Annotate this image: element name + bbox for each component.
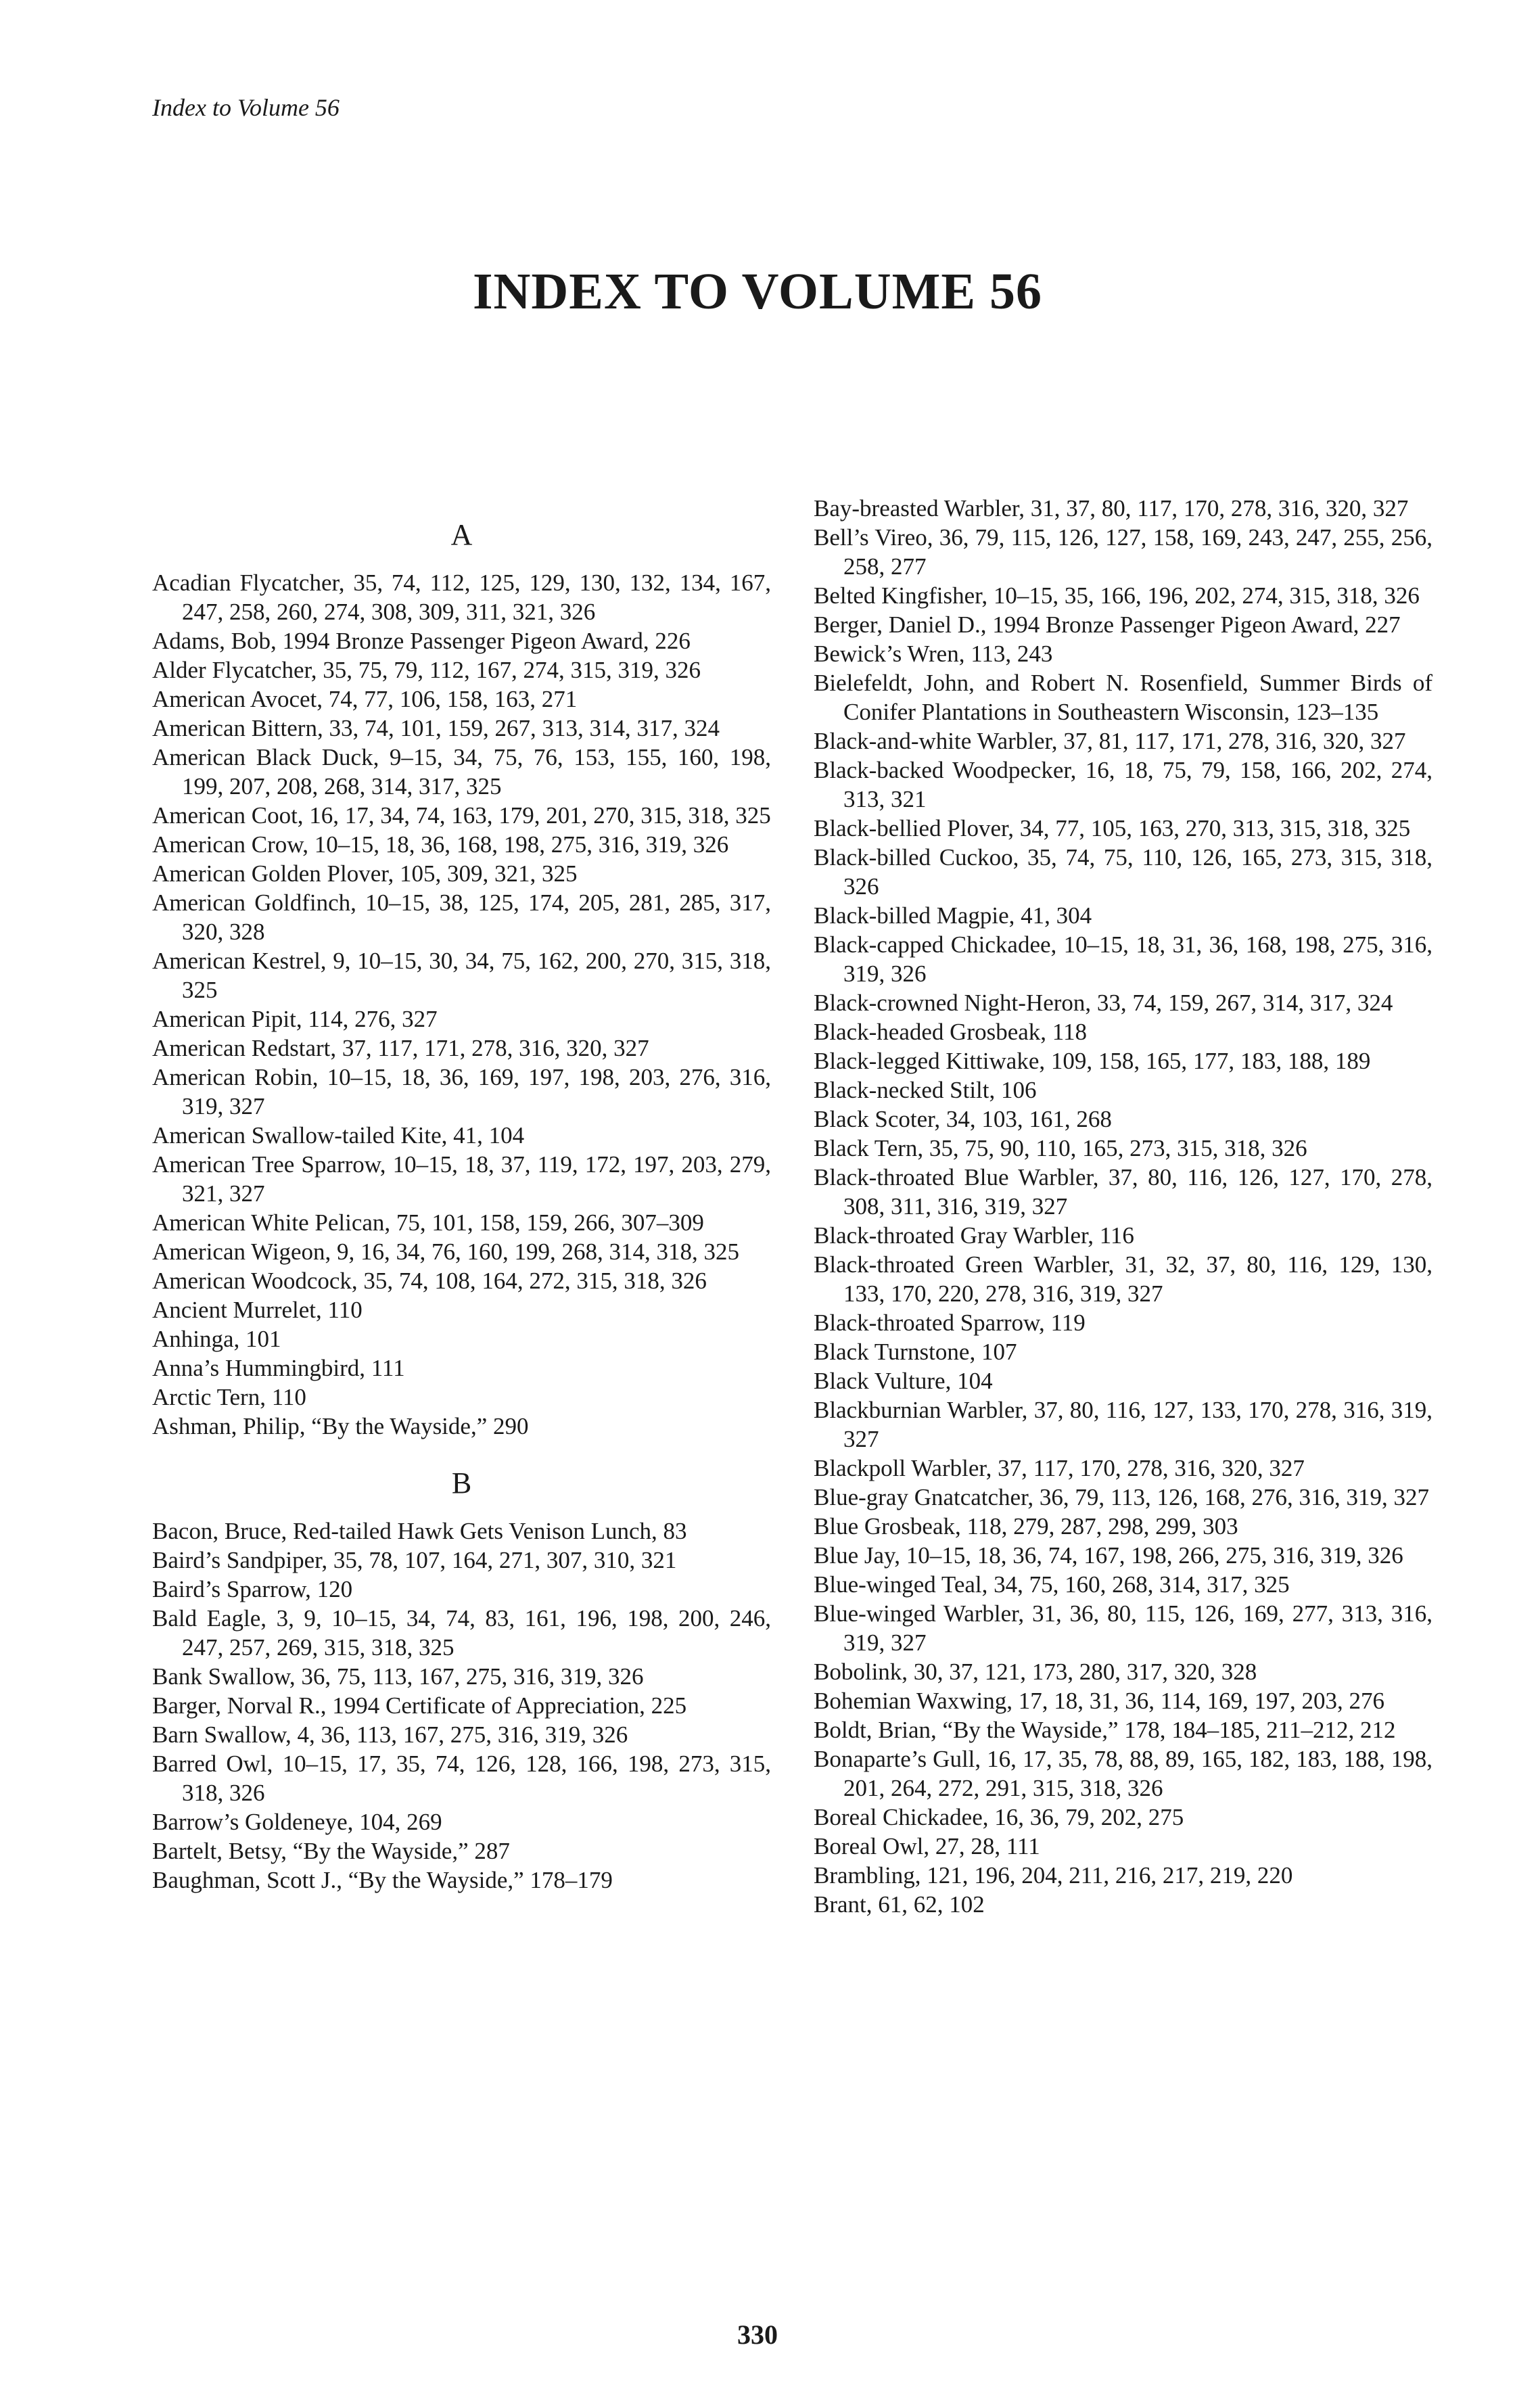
index-entry: Blue-winged Teal, 34, 75, 160, 268, 314, 317, 325 <box>814 1571 1290 1598</box>
index-entry: Baird’s Sandpiper, 35, 78, 107, 164, 271, 307, 310, 321 <box>152 1547 677 1573</box>
index-entry: Arctic Tern, 110 <box>152 1384 306 1410</box>
index-entry: Black-throated Sparrow, 119 <box>814 1310 1086 1336</box>
index-entry: Anhinga, 101 <box>152 1326 281 1352</box>
index-entry: Alder Flycatcher, 35, 75, 79, 112, 167, 274, 315, 319, 326 <box>152 657 701 683</box>
index-entry: Bald Eagle, 3, 9, 10–15, 34, 74, 83, 161, 196, 198, 200, 246, 247, 257, 269, 315, 318, 325 <box>152 1605 771 1661</box>
index-entry: Baird’s Sparrow, 120 <box>152 1576 353 1602</box>
index-entry: American Black Duck, 9–15, 34, 75, 76, 153, 155, 160, 198, 199, 207, 208, 268, 314, 317, 325 <box>152 744 771 800</box>
index-entry: Bank Swallow, 36, 75, 113, 167, 275, 316, 319, 326 <box>152 1663 644 1690</box>
index-entry: Blue Grosbeak, 118, 279, 287, 298, 299, 303 <box>814 1513 1238 1539</box>
index-entry: Black-bellied Plover, 34, 77, 105, 163, 270, 313, 315, 318, 325 <box>814 815 1411 841</box>
index-entry: Black-billed Cuckoo, 35, 74, 75, 110, 126, 165, 273, 315, 318, 326 <box>814 844 1432 900</box>
index-entry: American Coot, 16, 17, 34, 74, 163, 179, 201, 270, 315, 318, 325 <box>152 802 771 829</box>
index-entry: Black Turnstone, 107 <box>814 1339 1017 1365</box>
index-entry: Brambling, 121, 196, 204, 211, 216, 217, 219, 220 <box>814 1862 1293 1889</box>
index-entry: Black Vulture, 104 <box>814 1368 993 1394</box>
index-entry: Boreal Chickadee, 16, 36, 79, 202, 275 <box>814 1804 1184 1830</box>
index-entry: Baughman, Scott J., “By the Wayside,” 178–179 <box>152 1867 613 1893</box>
index-entry: Barger, Norval R., 1994 Certificate of Appreciation, 225 <box>152 1692 687 1719</box>
index-entry: Acadian Flycatcher, 35, 74, 112, 125, 129, 130, 132, 134, 167, 247, 258, 260, 274, 308, 309, 311, 321, 326 <box>152 570 771 625</box>
index-list-a <box>152 568 771 1441</box>
index-entry: American Kestrel, 9, 10–15, 30, 34, 75, 162, 200, 270, 315, 318, 325 <box>152 948 771 1003</box>
index-entry: Brant, 61, 62, 102 <box>814 1891 985 1918</box>
index-entry: Belted Kingfisher, 10–15, 35, 166, 196, 202, 274, 315, 318, 326 <box>814 582 1420 609</box>
index-entry: Black-headed Grosbeak, 118 <box>814 1019 1087 1045</box>
index-entry: Black-throated Gray Warbler, 116 <box>814 1222 1134 1249</box>
index-entry: American Woodcock, 35, 74, 108, 164, 272, 315, 318, 326 <box>152 1268 707 1294</box>
index-entry: Barrow’s Goldeneye, 104, 269 <box>152 1809 442 1835</box>
index-entry: Black-and-white Warbler, 37, 81, 117, 171, 278, 316, 320, 327 <box>814 728 1406 754</box>
index-entry: Black-crowned Night-Heron, 33, 74, 159, 267, 314, 317, 324 <box>814 990 1393 1016</box>
index-entry: Barred Owl, 10–15, 17, 35, 74, 126, 128, 166, 198, 273, 315, 318, 326 <box>152 1751 771 1806</box>
page-title: INDEX TO VOLUME 56 <box>472 263 1043 320</box>
index-entry: Black-backed Woodpecker, 16, 18, 75, 79, 158, 166, 202, 274, 313, 321 <box>814 757 1432 812</box>
index-entry: American Swallow-tailed Kite, 41, 104 <box>152 1122 525 1149</box>
index-entry: Ashman, Philip, “By the Wayside,” 290 <box>152 1413 529 1439</box>
index-entry: Bartelt, Betsy, “By the Wayside,” 287 <box>152 1838 510 1864</box>
index-entry: Bacon, Bruce, Red-tailed Hawk Gets Venison Lunch, 83 <box>152 1518 687 1544</box>
index-list-b <box>152 1516 771 1895</box>
index-entry: Barn Swallow, 4, 36, 113, 167, 275, 316, 319, 326 <box>152 1721 628 1748</box>
index-entry: Black-legged Kittiwake, 109, 158, 165, 177, 183, 188, 189 <box>814 1048 1371 1074</box>
section-letter-a: A <box>450 518 473 551</box>
index-column-right <box>814 494 1432 1919</box>
index-entry: Berger, Daniel D., 1994 Bronze Passenger Pigeon Award, 227 <box>814 611 1401 638</box>
index-entry: American Pipit, 114, 276, 327 <box>152 1006 438 1032</box>
section-letter-b: B <box>451 1466 472 1500</box>
index-entry: Black-throated Blue Warbler, 37, 80, 116, 126, 127, 170, 278, 308, 311, 316, 319, 327 <box>814 1164 1432 1220</box>
index-entry: Black-necked Stilt, 106 <box>814 1077 1037 1103</box>
index-entry: Bell’s Vireo, 36, 79, 115, 126, 127, 158, 169, 243, 247, 255, 256, 258, 277 <box>814 524 1432 580</box>
index-entry: Bohemian Waxwing, 17, 18, 31, 36, 114, 169, 197, 203, 276 <box>814 1688 1384 1714</box>
index-entry: Bay-breasted Warbler, 31, 37, 80, 117, 170, 278, 316, 320, 327 <box>814 495 1409 522</box>
index-entry: Black Scoter, 34, 103, 161, 268 <box>814 1106 1112 1132</box>
index-entry: Black Tern, 35, 75, 90, 110, 165, 273, 315, 318, 326 <box>814 1135 1307 1161</box>
index-entry: Blue-winged Warbler, 31, 36, 80, 115, 126, 169, 277, 313, 316, 319, 327 <box>814 1600 1432 1656</box>
index-entry: American Robin, 10–15, 18, 36, 169, 197, 198, 203, 276, 316, 319, 327 <box>152 1064 771 1119</box>
index-column-left <box>152 518 771 1895</box>
index-entry: American Wigeon, 9, 16, 34, 76, 160, 199, 268, 314, 318, 325 <box>152 1238 739 1265</box>
index-entry: American Redstart, 37, 117, 171, 278, 316, 320, 327 <box>152 1035 649 1061</box>
index-list-b-continued <box>814 494 1432 1919</box>
index-entry: American Golden Plover, 105, 309, 321, 325 <box>152 860 578 887</box>
index-entry: Black-capped Chickadee, 10–15, 18, 31, 36, 168, 198, 275, 316, 319, 326 <box>814 931 1432 987</box>
index-entry: Bewick’s Wren, 113, 243 <box>814 641 1053 667</box>
index-entry: Blue Jay, 10–15, 18, 36, 74, 167, 198, 266, 275, 316, 319, 326 <box>814 1542 1403 1569</box>
index-entry: American Crow, 10–15, 18, 36, 168, 198, 275, 316, 319, 326 <box>152 831 729 858</box>
index-entry: Black-billed Magpie, 41, 304 <box>814 902 1092 929</box>
index-entry: Bonaparte’s Gull, 16, 17, 35, 78, 88, 89, 165, 182, 183, 188, 198, 201, 264, 272, 291, 315, 318, 326 <box>814 1746 1432 1801</box>
running-header: Index to Volume 56 <box>152 94 340 121</box>
index-entry: Blackburnian Warbler, 37, 80, 116, 127, 133, 170, 278, 316, 319, 327 <box>814 1397 1432 1452</box>
page-number: 330 <box>737 2319 778 2350</box>
index-entry: Boreal Owl, 27, 28, 111 <box>814 1833 1040 1859</box>
index-entry: American Tree Sparrow, 10–15, 18, 37, 119, 172, 197, 203, 279, 321, 327 <box>152 1151 771 1207</box>
index-entry: Ancient Murrelet, 110 <box>152 1297 363 1323</box>
index-entry: Bielefeldt, John, and Robert N. Rosenfield, Summer Birds of Conifer Plantations in Southeastern Wisconsin, 123–135 <box>814 670 1432 725</box>
index-entry: Boldt, Brian, “By the Wayside,” 178, 184–185, 211–212, 212 <box>814 1717 1396 1743</box>
index-entry: American White Pelican, 75, 101, 158, 159, 266, 307–309 <box>152 1209 704 1236</box>
index-entry: Blue-gray Gnatcatcher, 36, 79, 113, 126, 168, 276, 316, 319, 327 <box>814 1484 1430 1510</box>
index-entry: Bobolink, 30, 37, 121, 173, 280, 317, 320, 328 <box>814 1659 1257 1685</box>
index-entry: American Bittern, 33, 74, 101, 159, 267, 313, 314, 317, 324 <box>152 715 720 741</box>
index-entry: Black-throated Green Warbler, 31, 32, 37, 80, 116, 129, 130, 133, 170, 220, 278, 316, 319, 327 <box>814 1251 1432 1307</box>
index-entry: Adams, Bob, 1994 Bronze Passenger Pigeon Award, 226 <box>152 628 691 654</box>
index-entry: American Goldfinch, 10–15, 38, 125, 174, 205, 281, 285, 317, 320, 328 <box>152 889 771 945</box>
index-entry: Blackpoll Warbler, 37, 117, 170, 278, 316, 320, 327 <box>814 1455 1305 1481</box>
index-entry: American Avocet, 74, 77, 106, 158, 163, 271 <box>152 686 578 712</box>
index-entry: Anna’s Hummingbird, 111 <box>152 1355 405 1381</box>
